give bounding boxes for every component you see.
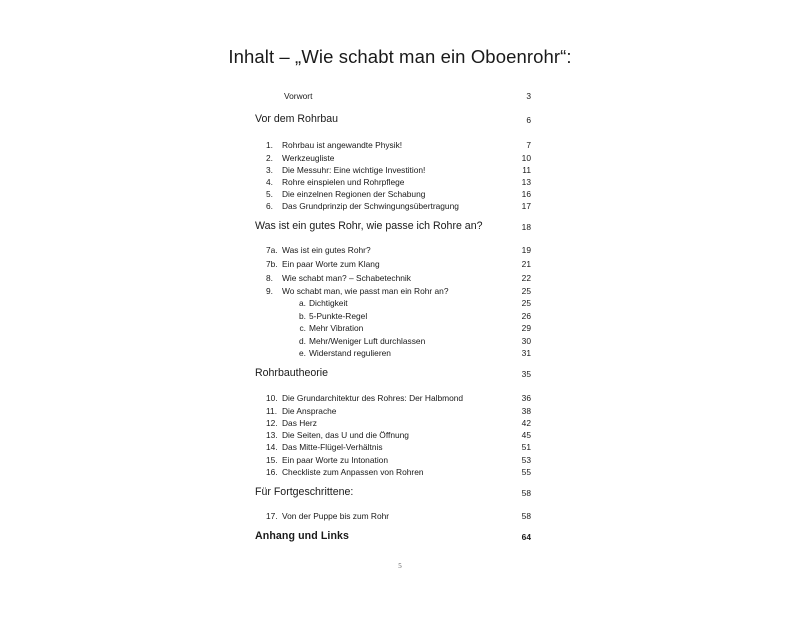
toc-section-page: 6 [526, 115, 531, 125]
toc-section-title: Vor dem Rohrbau [255, 113, 339, 125]
toc-entry-label: Das Grundprinzip der Schwingungsübertragung [282, 201, 459, 211]
toc-section[interactable] [255, 113, 531, 125]
toc-entry-page: 55 [521, 467, 531, 477]
toc-entry-label: Die Ansprache [282, 406, 337, 416]
toc-entry-number: 10. [266, 393, 278, 403]
toc-subentry-label: 5-Punkte-Regel [309, 311, 368, 321]
toc-section-title: Was ist ein gutes Rohr, wie passe ich Rohre an? [255, 220, 483, 232]
toc-entry-number: 8. [266, 273, 273, 283]
toc-section-page: 18 [521, 222, 531, 232]
toc-title: Inhalt – „Wie schabt man ein Oboenrohr“: [228, 46, 572, 67]
toc-entry-number: 3. [266, 165, 273, 175]
toc-entry-label: Die Seiten, das U und die Öffnung [282, 430, 409, 440]
toc-entry-number: 12. [266, 418, 278, 428]
toc-subentry-page: 29 [521, 323, 531, 333]
toc-entry-page: 45 [521, 430, 531, 440]
toc-entry-label: Wo schabt man, wie passt man ein Rohr an? [282, 286, 449, 296]
toc-entry-label: Rohre einspielen und Rohrpflege [282, 177, 405, 187]
toc-entry-page: 7 [526, 140, 531, 150]
toc-entry-label: Das Mitte-Flügel-Verhältnis [282, 442, 383, 452]
toc-section[interactable] [255, 530, 531, 542]
toc-entry-page: 51 [521, 442, 531, 452]
page-number: 5 [398, 562, 402, 570]
toc-entry-label: Das Herz [282, 418, 317, 428]
toc-entry-number: 6. [266, 201, 273, 211]
toc-entry-label: Checkliste zum Anpassen von Rohren [282, 467, 424, 477]
toc-entry-number: 7a. [266, 245, 278, 255]
toc-subentry-label: Mehr Vibration [309, 323, 364, 333]
toc-section[interactable] [255, 220, 531, 232]
toc-entry-number: 13. [266, 430, 278, 440]
toc-section-page: 35 [521, 369, 531, 379]
toc-entry-label: Wie schabt man? – Schabetechnik [282, 273, 411, 283]
toc-entry-page: 17 [521, 201, 531, 211]
toc-entry-page: 21 [521, 259, 531, 269]
toc-entry-label: Die Grundarchitektur des Rohres: Der Halbmond [282, 393, 464, 403]
toc-subentry-page: 26 [521, 311, 531, 321]
toc-entry-number: 15. [266, 455, 278, 465]
toc-subentry-label: Widerstand regulieren [309, 348, 391, 358]
toc-entry-page: 13 [521, 177, 531, 187]
toc-entry-label: Ein paar Worte zu Intonation [282, 455, 388, 465]
toc-entry-label: Ein paar Worte zum Klang [282, 259, 380, 269]
toc-entry-label: Von der Puppe bis zum Rohr [282, 511, 390, 521]
toc-entry-page: 11 [522, 165, 531, 175]
toc-entry-number: 16. [266, 467, 278, 477]
toc-entry-number: 5. [266, 189, 273, 199]
toc-entry-number: 4. [266, 177, 273, 187]
toc-section-title: Für Fortgeschrittene: [255, 486, 354, 498]
toc-subentry-page: 25 [521, 298, 531, 308]
toc-entry-label: Die einzelnen Regionen der Schabung [282, 189, 426, 199]
toc-entry-number: 14. [266, 442, 278, 452]
toc-section-page: 64 [521, 532, 531, 542]
toc-section-title: Rohrbautheorie [255, 367, 329, 379]
toc-subentry-page: 31 [521, 348, 531, 358]
toc-section[interactable] [255, 486, 531, 498]
toc-subentry-letter: a. [299, 298, 306, 308]
toc-entry-page: 3 [526, 91, 531, 101]
toc-entry-page: 22 [521, 273, 531, 283]
toc-entry-number: 2. [266, 153, 273, 163]
toc-subentry-letter: b. [299, 311, 306, 321]
toc-entry-label: Vorwort [284, 91, 313, 101]
toc-entry-page: 38 [521, 406, 531, 416]
toc-entry-page: 42 [521, 418, 531, 428]
toc-section-title: Anhang und Links [255, 530, 349, 542]
toc-entry-page: 36 [521, 393, 531, 403]
toc-entry-page: 16 [521, 189, 531, 199]
toc-section-page: 58 [521, 488, 531, 498]
toc-entry-label: Was ist ein gutes Rohr? [282, 245, 371, 255]
toc-subentry-letter: c. [299, 323, 306, 333]
toc-entry-page: 58 [521, 511, 531, 521]
toc-subentry-letter: d. [299, 336, 306, 346]
toc-entry-number: 7b. [266, 259, 278, 269]
toc-entry-vorwort[interactable] [284, 91, 531, 101]
toc-entry-number: 11. [266, 406, 278, 416]
toc-entry-page: 10 [521, 153, 531, 163]
toc-subentry-label: Mehr/Weniger Luft durchlassen [309, 336, 426, 346]
toc-section[interactable] [255, 367, 531, 379]
toc-entry-number: 17. [266, 511, 278, 521]
toc-subentry-page: 30 [521, 336, 531, 346]
toc-subentry-label: Dichtigkeit [309, 298, 348, 308]
toc-entry-page: 53 [521, 455, 531, 465]
toc-subentry-letter: e. [299, 348, 306, 358]
toc-entry-number: 9. [266, 286, 273, 296]
toc-entry-page: 19 [521, 245, 531, 255]
toc-entry-page: 25 [521, 286, 531, 296]
toc-entry-label: Werkzeugliste [282, 153, 335, 163]
toc-entry-label: Rohrbau ist angewandte Physik! [282, 140, 403, 150]
toc-entry-number: 1. [266, 140, 273, 150]
toc-entry-label: Die Messuhr: Eine wichtige Investition! [282, 165, 426, 175]
